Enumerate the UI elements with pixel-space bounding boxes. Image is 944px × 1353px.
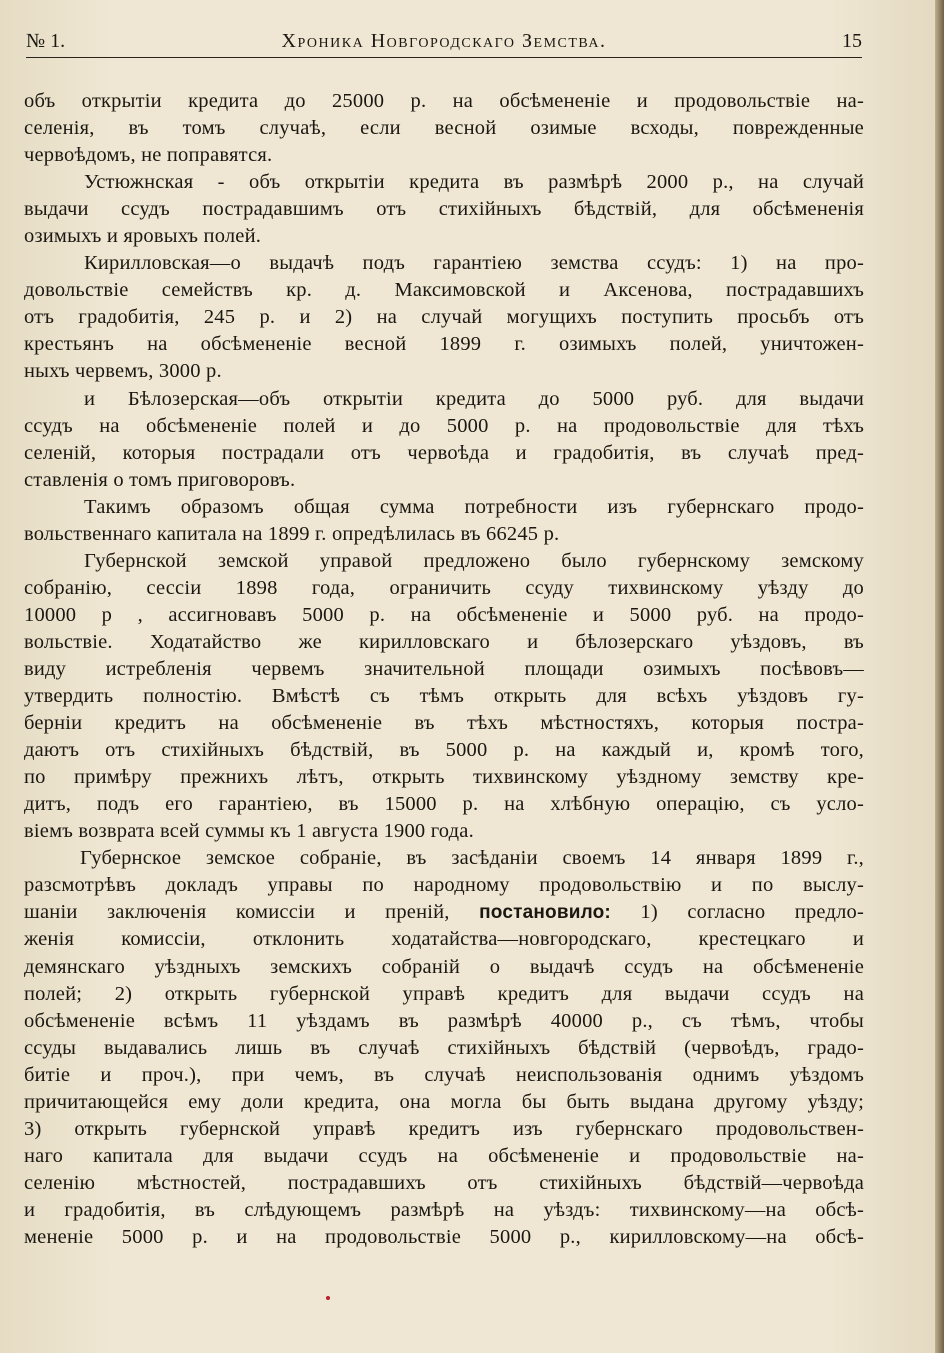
text-line: віемъ возврата всей суммы къ 1 августа 1900 года. [24, 820, 474, 843]
text-line: вольственнаго капитала на 1899 г. опредѣлилась въ 66245 р. [24, 522, 560, 545]
text-line: демянскаго уѣздныхъ земскихъ собраній о выдачѣ ссудъ на обсѣмененіе [24, 955, 864, 978]
text-line: Губернской земской управой предложено было губернскому земскому [84, 549, 864, 572]
body-text [24, 88, 864, 1251]
text-line: наго капитала для выдачи ссудъ на обсѣмененіе и продовольствіе на- [24, 1144, 864, 1167]
text-line: объ открытіи кредита до 25000 р. на обсѣмененіе и продовольствіе на- [24, 90, 864, 112]
text-line: обсѣмененіе всѣмъ 11 уѣздамъ въ размѣрѣ 40000 р., съ тѣмъ, чтобы [24, 1009, 864, 1032]
text-line: утвердить полностію. Вмѣстѣ съ тѣмъ открыть для всѣхъ уѣздовъ гу- [24, 685, 864, 708]
text-line: разсмотрѣвъ докладъ управы по народному продовольствію и по выслу- [24, 874, 864, 897]
page-edge-shadow [935, 0, 944, 1353]
text-line: Кирилловская—о выдачѣ подъ гарантіею земства ссудъ: 1) на про- [84, 252, 864, 275]
text-line: отъ градобитія, 245 р. и 2) на случай могущихъ поступить просьбъ отъ [24, 306, 864, 329]
text-line: Такимъ образомъ общая сумма потребности изъ губернскаго продо- [84, 495, 864, 518]
text-line: ныхъ червемъ, 3000 р. [24, 360, 222, 383]
text-line: выдачи ссудъ пострадавшимъ отъ стихійныхъ бѣдствій, для обсѣмененія [24, 198, 864, 221]
text-line: полей; 2) открыть губернской управѣ кредитъ для выдачи ссудъ на [24, 982, 864, 1005]
text-line: озимыхъ и яровыхъ полей. [24, 225, 262, 248]
text-line: крестьянъ на обсѣмененіе весной 1899 г. озимыхъ полей, уничтожен- [24, 333, 864, 356]
text-line: даютъ отъ стихійныхъ бѣдствій, въ 5000 р. на каждый и, кромѣ того, [24, 739, 864, 762]
resolution-keyword: постановило: [479, 902, 611, 924]
text-line: виду истребленія червемъ значительной площади озимыхъ посѣвовъ— [24, 657, 864, 680]
text-line: и Бѣлозерская—объ открытіи кредита до 5000 руб. для выдачи [84, 387, 864, 410]
text-line: селенія, въ томъ случаѣ, если весной озимые всходы, поврежденные [24, 117, 864, 140]
text-line [24, 899, 864, 926]
running-header [26, 26, 862, 52]
journal-title: Хроника Новгородскаго Земства. [281, 30, 607, 52]
text-line: битіе и проч.), при чемъ, въ случаѣ неиспользованія однимъ уѣздомъ [24, 1063, 864, 1086]
text-line: дитъ, подъ его гарантіею, въ 15000 р. на хлѣбную операцію, съ усло- [24, 793, 864, 816]
text-line: и градобитія, въ слѣдующемъ размѣрѣ на уѣздъ: тихвинскому—на обсѣ- [24, 1198, 864, 1221]
text-line: женія комиссіи, отклонить ходатайства—новгородскаго, крестецкаго и [24, 928, 864, 951]
text-line: селенію мѣстностей, пострадавшихъ отъ стихійныхъ бѣдствій—червоѣда [24, 1171, 864, 1194]
text-line: селеній, которыя пострадали отъ червоѣда и градобитія, въ случаѣ пред- [24, 441, 864, 464]
text-line: мененіе 5000 р. и на продовольствіе 5000 р., кирилловскому—на обсѣ- [24, 1225, 864, 1248]
text-line: по примѣру прежнихъ лѣтъ, открыть тихвинскому уѣздному земству кре- [24, 766, 864, 789]
text-line: довольствіе семействъ кр. д. Максимовской и Аксенова, пострадавшихъ [24, 279, 864, 302]
text-line: Устюжнская - объ открытіи кредита въ размѣрѣ 2000 р., на случай [84, 171, 864, 194]
text-fragment: шаніи заключенія комиссіи и преній, [24, 901, 480, 924]
text-line: ставленія о томъ приговоровъ. [24, 468, 296, 491]
text-line: ссудъ на обсѣмененіе полей и до 5000 р. на продовольствіе для тѣхъ [24, 414, 864, 437]
header-rule [26, 57, 862, 58]
text-line: причитающейся ему доли кредита, она могла бы быть выдана другому уѣзду; [24, 1090, 864, 1113]
text-fragment: 1) согласно предло- [610, 901, 864, 924]
text-line: Губернское земское собраніе, въ засѣданіи своемъ 14 января 1899 г., [80, 847, 864, 870]
page-number: 15 [842, 30, 862, 52]
text-line: червоѣдомъ, не поправятся. [24, 144, 273, 167]
text-line: собранію, сессіи 1898 года, ограничить ссуду тихвинскому уѣзду до [24, 576, 864, 599]
issue-number: № 1. [26, 30, 66, 52]
text-line: 10000 р , ассигновавъ 5000 р. на обсѣмененіе и 5000 руб. на продо- [24, 603, 864, 626]
text-line: 3) открыть губернской управѣ кредитъ изъ губернскаго продовольствен- [24, 1117, 864, 1140]
ink-speck [326, 1296, 330, 1300]
text-line: берніи кредитъ на обсѣмененіе въ тѣхъ мѣстностяхъ, которыя постра- [24, 712, 864, 735]
text-line: вольствіе. Ходатайство же кирилловскаго и бѣлозерскаго уѣздовъ, въ [24, 630, 864, 653]
text-line: ссуды выдавались лишь въ случаѣ стихійныхъ бѣдствій (червоѣдъ, градо- [24, 1036, 864, 1059]
